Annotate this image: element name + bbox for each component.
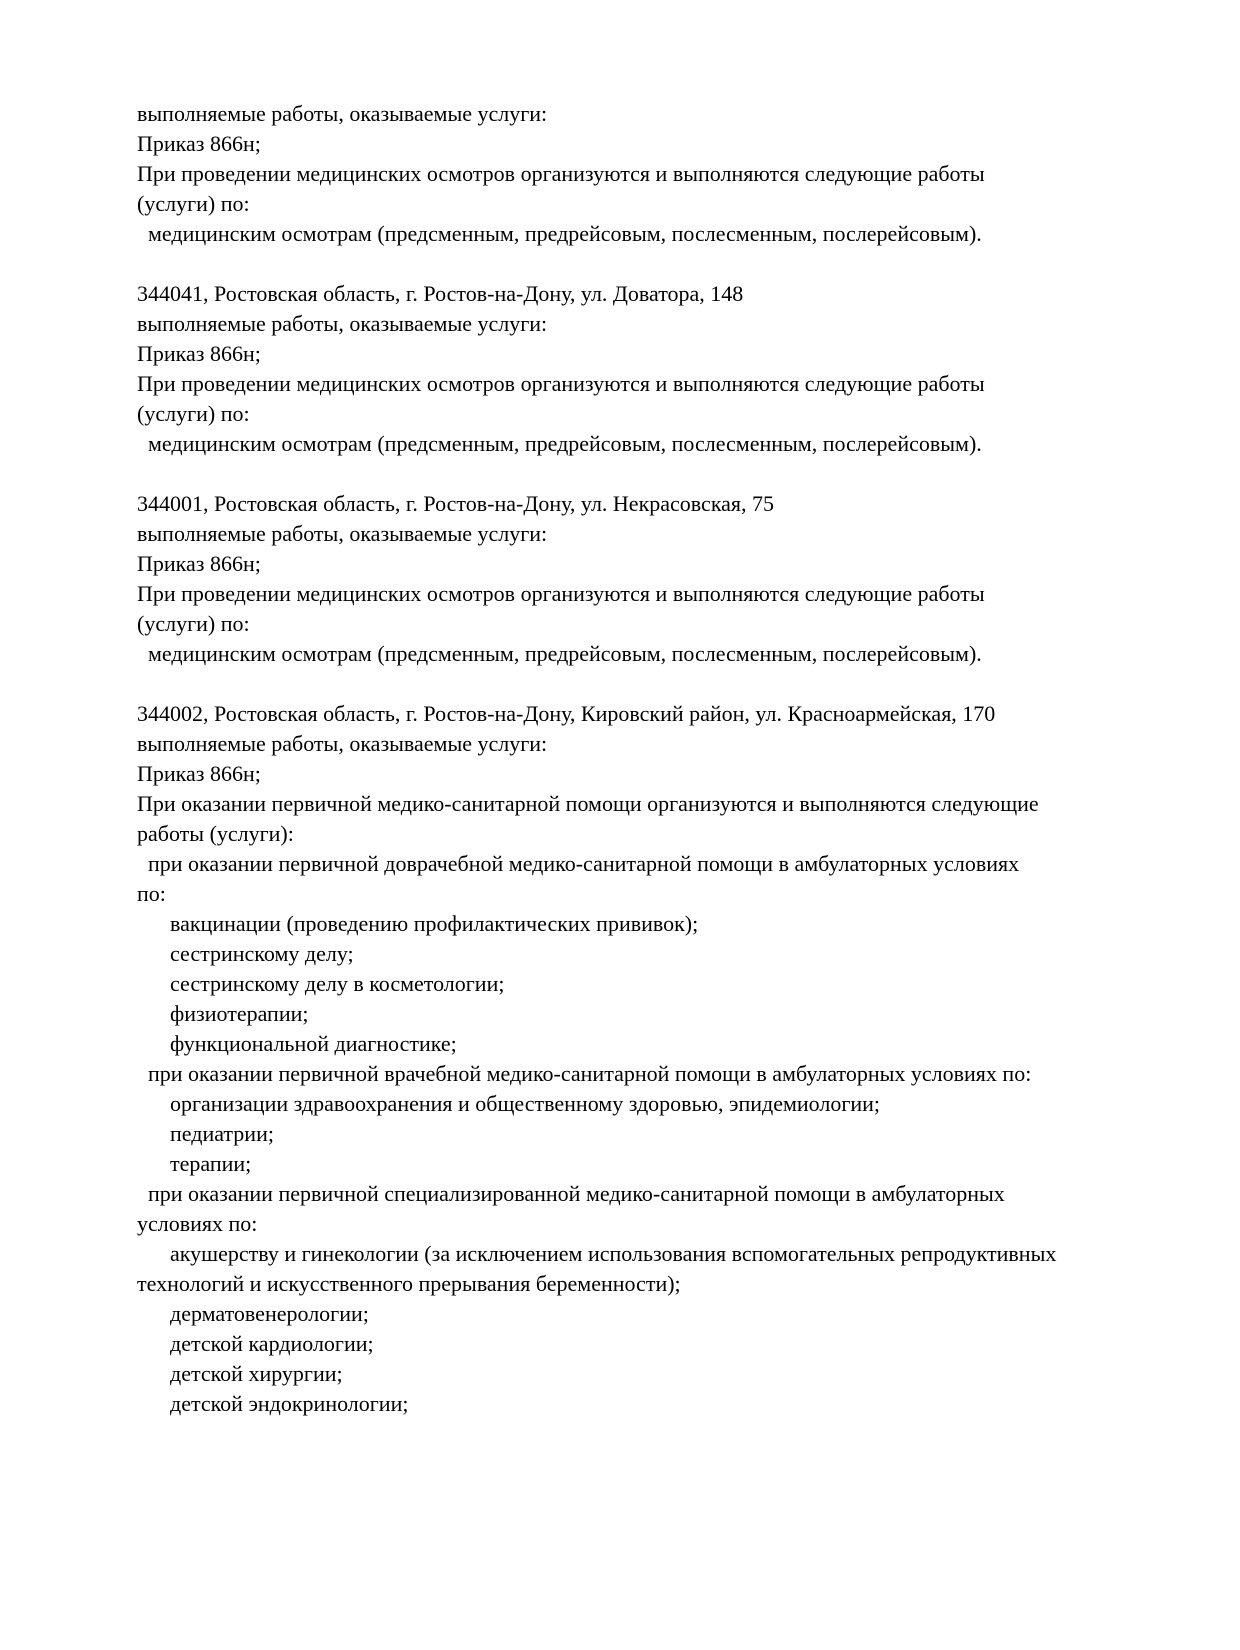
text-line: медицинским осмотрам (предсменным, предрейсовым, послесменным, послерейсовым). [137,221,982,246]
text-line: Приказ 866н; [137,131,261,156]
text-line: сестринскому делу в косметологии; [137,971,505,996]
text-line: функциональной диагностике; [137,1031,457,1056]
text-line: организации здравоохранения и общественному здоровью, эпидемиологии; [137,1091,881,1116]
text-line: выполняемые работы, оказываемые услуги: [137,101,548,126]
text-line: Приказ 866н; [137,761,261,786]
text-line: 344041, Ростовская область, г. Ростов-на-Дону, ул. Доватора, 148 [137,281,744,306]
text-line: При проведении медицинских осмотров организуются и выполняются следующие работы [137,371,985,396]
text-line: условиях по: [137,1211,258,1236]
text-line: дерматовенерологии; [137,1301,369,1326]
text-line: педиатрии; [137,1121,274,1146]
text-line: 344002, Ростовская область, г. Ростов-на-Дону, Кировский район, ул. Красноармейская, 170 [137,701,996,726]
text-line: детской хирургии; [137,1361,343,1386]
text-line: по: [137,881,166,906]
license-works-and-services-text [137,99,1056,1419]
text-line: Приказ 866н; [137,551,261,576]
text-line: (услуги) по: [137,401,250,426]
text-line: терапии; [137,1151,252,1176]
text-line: работы (услуги): [137,821,294,846]
text-line: детской кардиологии; [137,1331,374,1356]
text-line: (услуги) по: [137,191,250,216]
text-line: физиотерапии; [137,1001,309,1026]
blank-line [137,669,1056,699]
text-line: (услуги) по: [137,611,250,636]
blank-line [137,249,1056,279]
text-line: при оказании первичной доврачебной медико-санитарной помощи в амбулаторных условиях [137,851,1020,876]
text-line: при оказании первичной специализированной медико-санитарной помощи в амбулаторных [137,1181,1005,1206]
text-line: медицинским осмотрам (предсменным, предрейсовым, послесменным, послерейсовым). [137,641,982,666]
blank-line [137,459,1056,489]
text-line: При оказании первичной медико-санитарной помощи организуются и выполняются следующие [137,791,1039,816]
text-line: При проведении медицинских осмотров организуются и выполняются следующие работы [137,581,985,606]
text-line: выполняемые работы, оказываемые услуги: [137,731,548,756]
text-line: 344001, Ростовская область, г. Ростов-на-Дону, ул. Некрасовская, 75 [137,491,775,516]
text-line: вакцинации (проведению профилактических прививок); [137,911,699,936]
text-line: выполняемые работы, оказываемые услуги: [137,521,548,546]
text-line: детской эндокринологии; [137,1391,409,1416]
text-line: технологий и искусственного прерывания беременности); [137,1271,681,1296]
text-line: при оказании первичной врачебной медико-санитарной помощи в амбулаторных условиях по: [137,1061,1032,1086]
text-line: При проведении медицинских осмотров организуются и выполняются следующие работы [137,161,985,186]
text-line: акушерству и гинекологии (за исключением использования вспомогательных репродуктивных [137,1241,1057,1266]
text-line: выполняемые работы, оказываемые услуги: [137,311,548,336]
text-line: Приказ 866н; [137,341,261,366]
text-line: сестринскому делу; [137,941,354,966]
text-line: медицинским осмотрам (предсменным, предрейсовым, послесменным, послерейсовым). [137,431,982,456]
